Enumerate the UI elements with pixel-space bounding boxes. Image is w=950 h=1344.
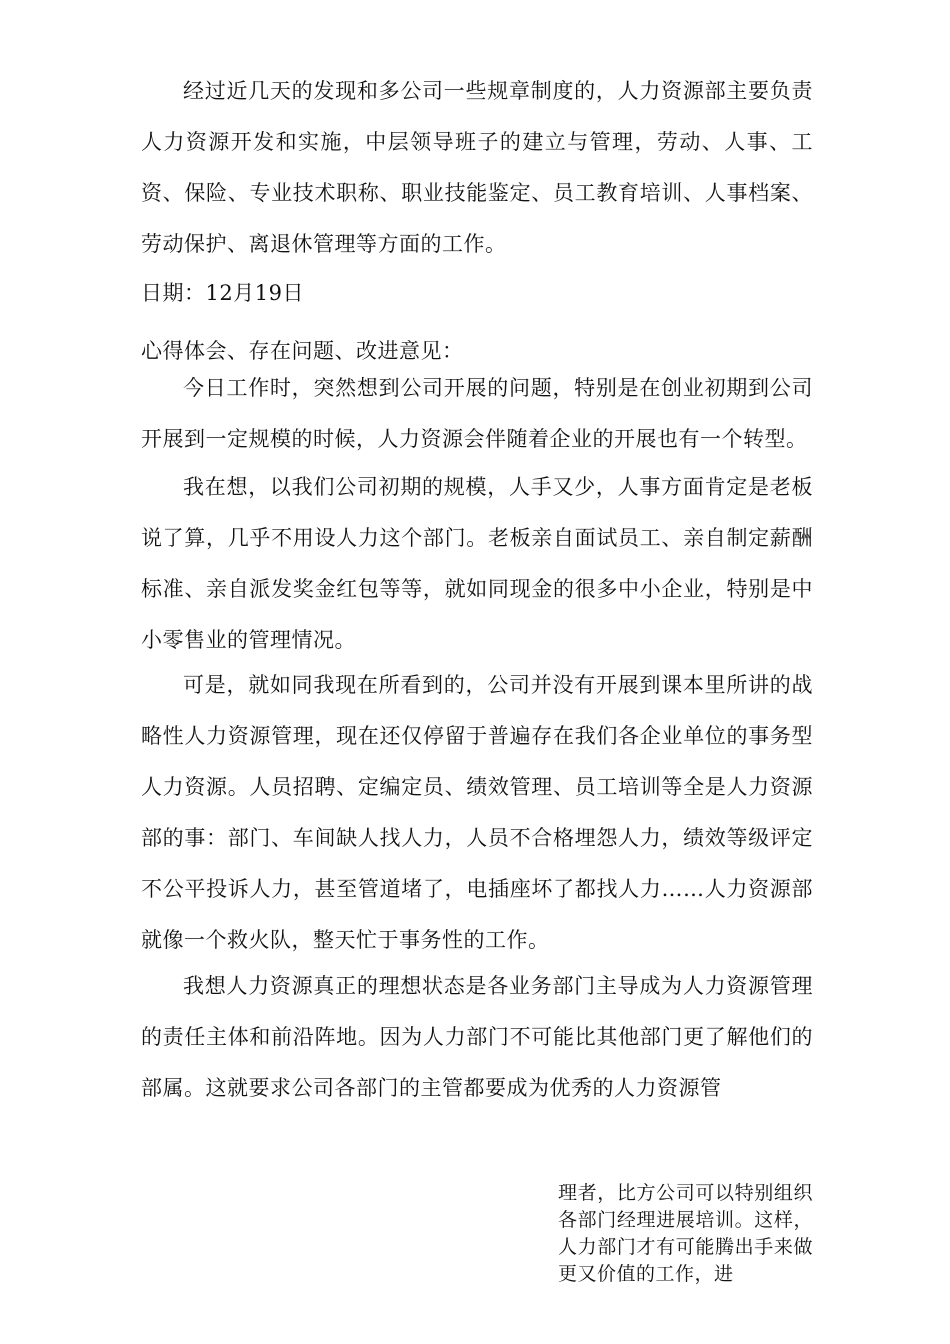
paragraph-ideal-state: 我想人力资源真正的理想状态是各业务部门主导成为人力资源管理的责任主体和前沿阵地。因为人力部门不可能比其他部门更了解他们的部属。这就要求公司各部门的主管都要成为优秀的人力资源管: [141, 974, 813, 1100]
paragraph-transactional-hr: 可是，就如同我现在所看到的，公司并没有开展到课本里所讲的战略性人力资源管理，现在还仅停留于普遍存在我们各企业单位的事务型人力资源。人员招聘、定编定员、绩效管理、员工培训等全是人力资源部的事：部门、车间缺人找人力，人员不合格埋怨人力，绩效等级评定不公平投诉人力，甚至管道堵了，电插座坏了都找人力……人力资源部就像一个救火队，整天忙于事务性的工作。: [141, 673, 813, 952]
paragraph-continued: 理者，比方公司可以特别组织各部门经理进展培训。这样，人力部门才有可能腾出手来做更又价值的工作，进: [558, 1182, 813, 1285]
paragraph-company-growth: 今日工作时，突然想到公司开展的问题，特别是在创业初期到公司开展到一定规模的时候，人力资源会伴随着企业的开展也有一个转型。: [141, 376, 813, 451]
paragraph-hr-duties: 经过近几天的发现和多公司一些规章制度的，人力资源部主要负责人力资源开发和实施，中层领导班子的建立与管理，劳动、人事、工资、保险、专业技术职称、职业技能鉴定、员工教育培训、人事档案、劳动保护、离退休管理等方面的工作。: [141, 79, 813, 256]
section-heading: 心得体会、存在问题、改进意见：: [141, 339, 464, 363]
date-line: 日期：12月19日: [141, 281, 304, 305]
paragraph-early-stage: 我在想，以我们公司初期的规模，人手又少，人事方面肯定是老板说了算，几乎不用设人力这个部门。老板亲自面试员工、亲自制定薪酬标准、亲自派发奖金红包等等，就如同现金的很多中小企业，特别是中小零售业的管理情况。: [141, 475, 813, 652]
